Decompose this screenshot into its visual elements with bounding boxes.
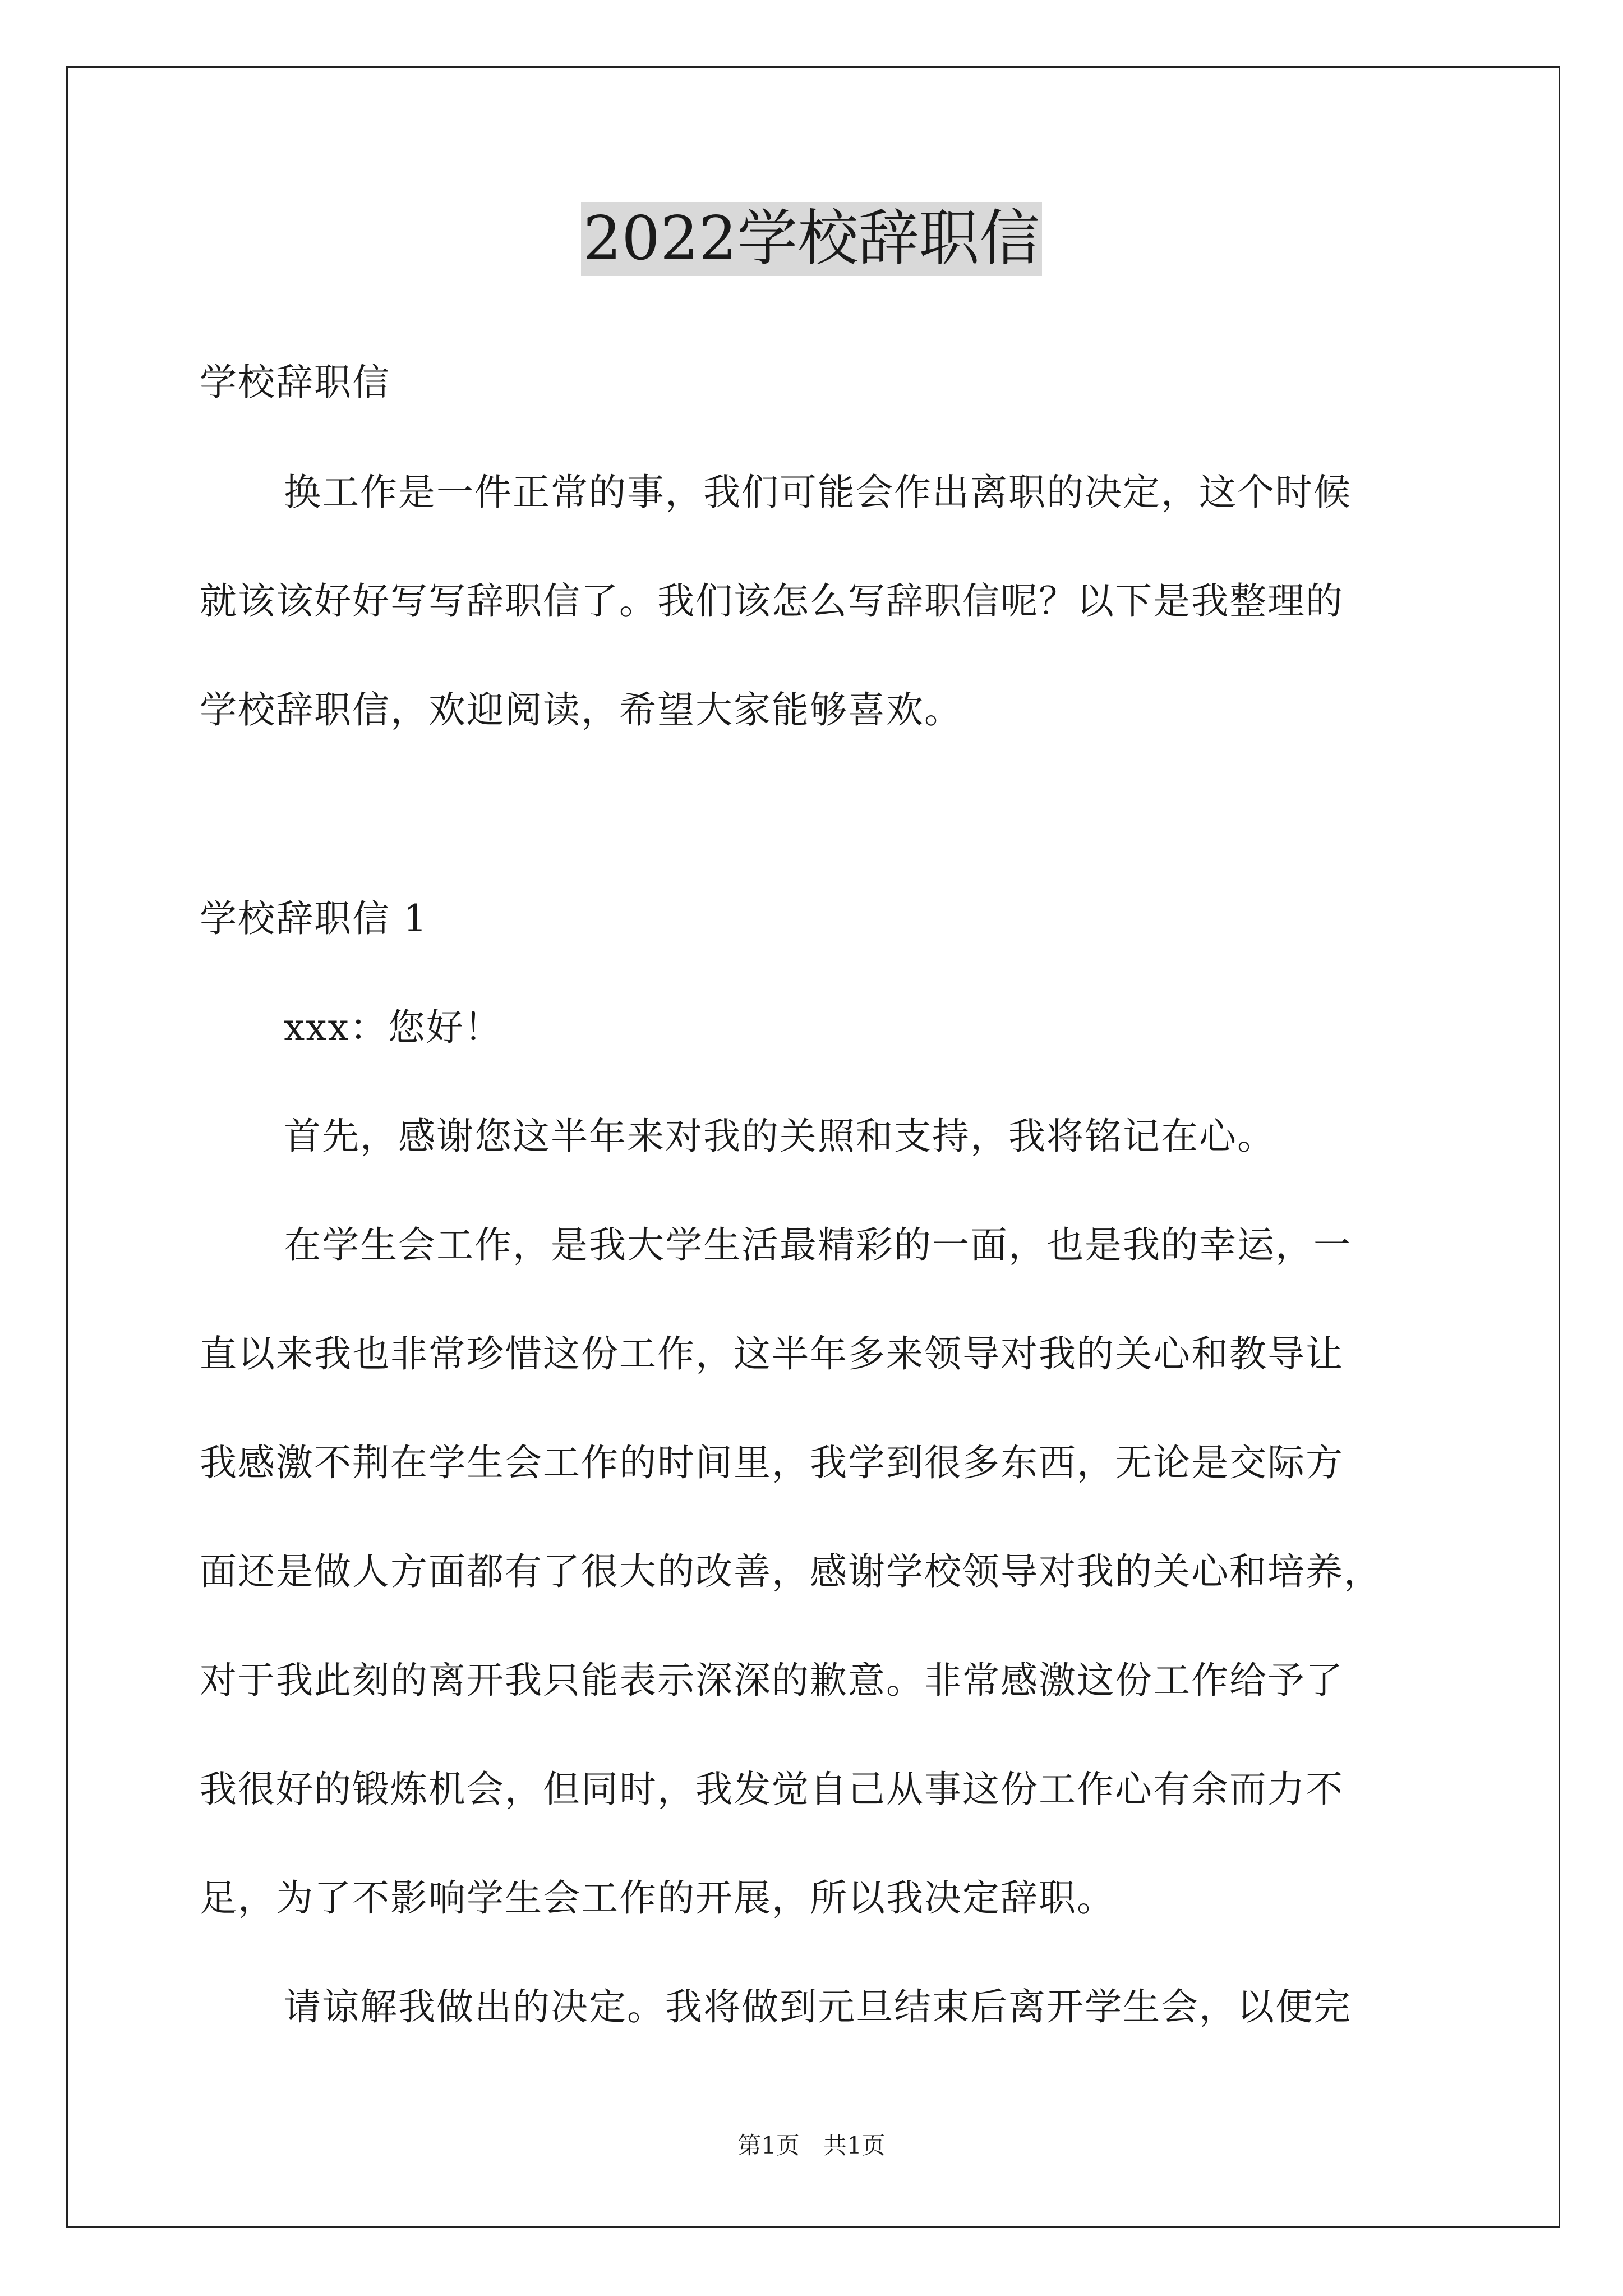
paragraph-line: 换工作是一件正常的事，我们可能会作出离职的决定，这个时候 (284, 471, 1352, 514)
section-heading: 学校辞职信 (200, 361, 390, 404)
paragraph-line: 足，为了不影响学生会工作的开展，所以我决定辞职。 (200, 1876, 1115, 1920)
paragraph-line: 首先，感谢您这半年来对我的关照和支持，我将铭记在心。 (284, 1115, 1275, 1158)
paragraph-line: 我很好的锻炼机会，但同时，我发觉自己从事这份工作心有余而力不 (200, 1768, 1344, 1811)
salutation: xxx：您好！ (284, 1006, 502, 1049)
paragraph-line: 就该该好好写写辞职信了。我们该怎么写辞职信呢？以下是我整理的 (200, 579, 1344, 623)
paragraph-line: 请谅解我做出的决定。我将做到元旦结束后离开学生会，以便完 (284, 1985, 1352, 2028)
paragraph-line: 直以来我也非常珍惜这份工作，这半年多来领导对我的关心和教导让 (200, 1332, 1344, 1375)
paragraph-line: 对于我此刻的离开我只能表示深深的歉意。非常感激这份工作给予了 (200, 1659, 1344, 1702)
paragraph-line: 我感激不荆在学生会工作的时间里，我学到很多东西，无论是交际方 (200, 1441, 1344, 1484)
paragraph-line: 面还是做人方面都有了很大的改善，感谢学校领导对我的关心和培养， (200, 1550, 1382, 1593)
title-container (0, 202, 1623, 276)
section-heading: 学校辞职信 1 (200, 897, 428, 940)
page-footer: 第1页 共1页 (737, 2132, 886, 2159)
paragraph-line: 在学生会工作，是我大学生活最精彩的一面，也是我的幸运，一 (284, 1223, 1352, 1267)
document-title: 2022学校辞职信 (581, 202, 1043, 276)
paragraph-line: 学校辞职信，欢迎阅读，希望大家能够喜欢。 (200, 688, 962, 731)
